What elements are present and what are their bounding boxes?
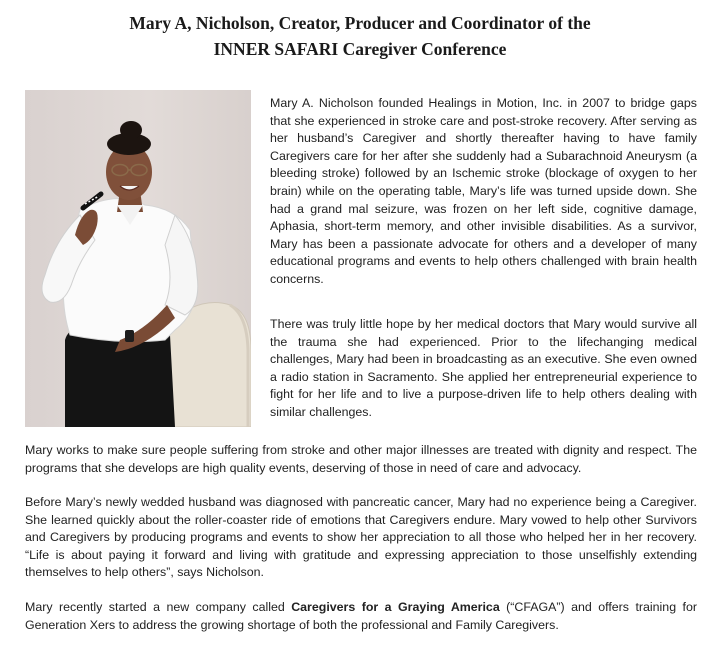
page-title: [20, 10, 700, 62]
paragraph-5-text-after: (“CFAGA”) and offers training for Generation Xers to address the growing shortage of both the professional and Family Caregivers.: [25, 600, 697, 632]
title-line-2: INNER SAFARI Caregiver Conference: [213, 39, 507, 59]
bio-paragraph-1: Mary A. Nicholson founded Healings in Motion, Inc. in 2007 to bridge gaps that she experienced in stroke care and post-stroke recovery. After serving as her husband’s Caregiver and shortly thereafter having to have family Caregivers care for her after she suddenly had a Subarachnoid Aneurysm (a bleeding stroke) followed by an Ischemic stroke (blockage of oxygen to her brain) while on the operating table, Mary’s life was turned upside down. She had a grand mal seizure, was frozen on her left side, cognitive damage, Aphasia, short-term memory, and other invisible disabilities. As a survivor, Mary has been a passionate advocate for others and a developer of many educational programs and events to help others challenged with brain health concerns.: [270, 96, 697, 286]
bio-paragraph-4: Before Mary’s newly wedded husband was diagnosed with pancreatic cancer, Mary had no experience being a Caregiver. She learned quickly about the roller-coaster ride of emotions that Caregivers endure. Mary vowed to help other Survivors and Caregivers by producing programs and events to show her appreciation to all those who helped her in her recovery. “Life is about paying it forward and living with gratitude and expressing appreciation to those unselfishly extending themselves to help others”, says Nicholson.: [25, 495, 697, 580]
bio-paragraph-3: Mary works to make sure people suffering from stroke and other major illnesses are treated with dignity and respect. The programs that she develops are high quality events, deserving of those in need of care and advocacy.: [25, 443, 697, 475]
title-line-1: Mary A, Nicholson, Creator, Producer and Coordinator of the: [129, 13, 591, 33]
portrait-photo: [25, 90, 251, 427]
company-name: Caregivers for a Graying America: [291, 600, 500, 614]
paragraph-5-text-before: Mary recently started a new company called: [25, 600, 292, 614]
bio-paragraph-2: There was truly little hope by her medical doctors that Mary would survive all the trauma she had experienced. Prior to the lifechanging medical challenges, Mary had been in broadcasting as an executive. She even owned a radio station in Sacramento. She applied her entrepreneurial experience to fight for her life and to live a purpose-driven life to help others dealing with similar challenges.: [270, 317, 697, 419]
portrait-illustration: [25, 90, 251, 427]
bio-paragraph-5: [25, 599, 697, 634]
